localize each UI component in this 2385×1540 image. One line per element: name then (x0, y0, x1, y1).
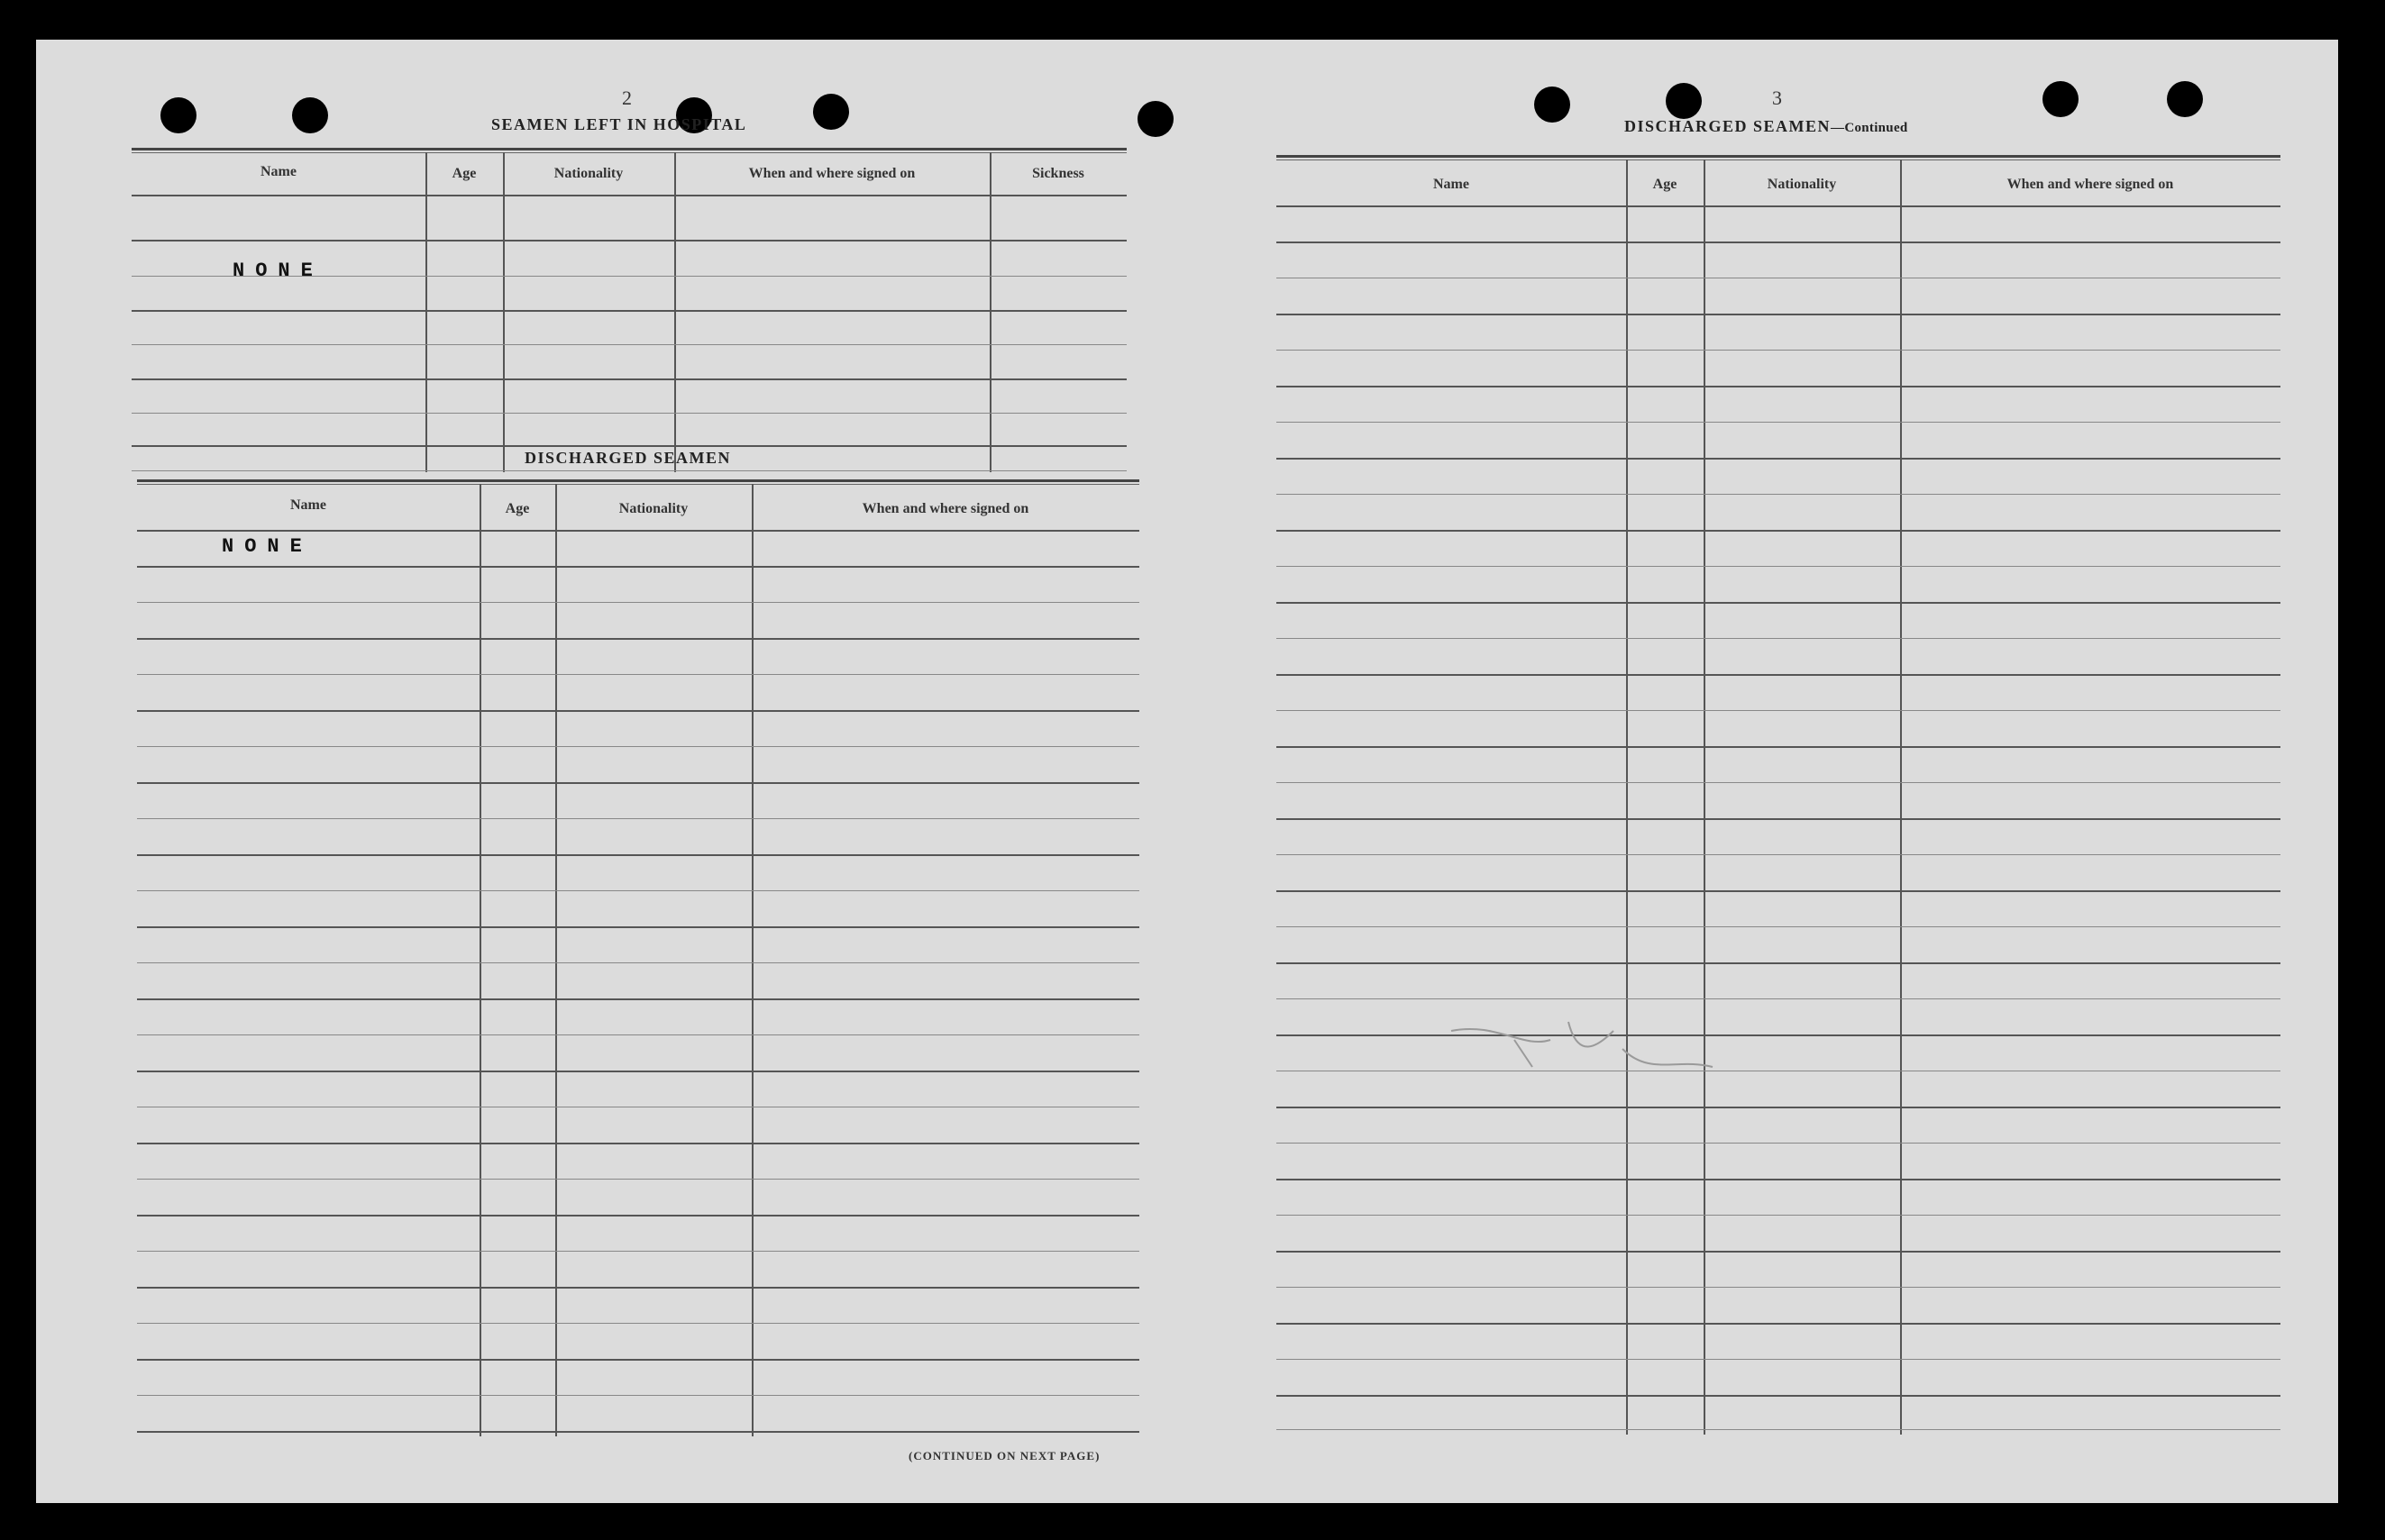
table-row-line (132, 344, 1127, 345)
table-row-line (1276, 241, 2280, 243)
table-row-line (1276, 962, 2280, 964)
table-row-line (137, 566, 1139, 568)
table-row-line (1276, 926, 2280, 927)
column-divider (1900, 159, 1902, 1435)
table-row-line (137, 1143, 1139, 1144)
discharged-table-right (1276, 155, 2280, 1435)
table-row-line (1276, 566, 2280, 567)
punch-hole (813, 94, 849, 130)
column-header-signed-on: When and where signed on (748, 166, 916, 181)
table-row-line (1276, 998, 2280, 999)
table-row-line (137, 818, 1139, 819)
column-header-nationality: Nationality (553, 166, 624, 181)
table-row-line (137, 1395, 1139, 1396)
table-row-line (137, 1071, 1139, 1072)
column-header-signed-on: When and where signed on (2006, 177, 2174, 192)
table-row-line (1276, 818, 2280, 820)
header-divider (137, 530, 1139, 532)
column-divider (503, 152, 505, 472)
column-divider (674, 152, 676, 472)
table-row-line (1276, 602, 2280, 604)
table-row-line (1276, 638, 2280, 639)
table-row-line (1276, 746, 2280, 748)
table-row-line (137, 1359, 1139, 1361)
table-row-line (137, 962, 1139, 963)
table-row-line (1276, 1359, 2280, 1360)
punch-hole (292, 97, 328, 133)
table-top-rule (1276, 159, 2280, 160)
table-row-line (1276, 854, 2280, 855)
table-row-line (137, 1215, 1139, 1217)
table-row-line (1276, 1395, 2280, 1397)
column-header-age: Age (1652, 177, 1677, 192)
table-row-line (137, 926, 1139, 928)
punch-hole (1138, 101, 1174, 137)
column-divider (1626, 159, 1628, 1435)
table-top-rule (132, 148, 1127, 150)
table-row-line (1276, 710, 2280, 711)
table-row-line (1276, 782, 2280, 783)
column-divider (555, 484, 557, 1436)
table-row-line (132, 240, 1127, 241)
table-row-line (137, 1287, 1139, 1289)
table-row-line (137, 782, 1139, 784)
header-divider (132, 195, 1127, 196)
table-top-rule (137, 484, 1139, 485)
table-row-line (137, 1034, 1139, 1035)
table-row-line (132, 413, 1127, 414)
discharged-section-title: DISCHARGED SEAMEN (525, 449, 732, 467)
column-header-nationality: Nationality (618, 501, 689, 516)
table-row-line (137, 1251, 1139, 1252)
hospital-table (132, 148, 1127, 472)
table-row-line (1276, 1323, 2280, 1325)
column-header-name: Name (290, 497, 326, 513)
table-row-line (1276, 494, 2280, 495)
table-row-line (137, 998, 1139, 1000)
table-row-line (137, 1323, 1139, 1324)
table-row-line (132, 445, 1127, 447)
table-row-line (1276, 530, 2280, 532)
punch-hole (2042, 81, 2079, 117)
column-divider (480, 484, 481, 1436)
table-top-rule (1276, 155, 2280, 158)
hospital-entry-name: NONE (233, 260, 324, 282)
table-top-rule (132, 152, 1127, 153)
page-number-right: 3 (1772, 87, 1782, 109)
table-row-line (1276, 386, 2280, 387)
table-top-rule (137, 479, 1139, 482)
continued-footer: (CONTINUED ON NEXT PAGE) (909, 1449, 1101, 1463)
table-row-line (1276, 1107, 2280, 1108)
discharged-continued-title-text: DISCHARGED SEAMEN (1624, 117, 1832, 135)
table-row-line (1276, 1179, 2280, 1180)
header-divider (1276, 205, 2280, 207)
table-row-line (137, 1431, 1139, 1433)
column-header-name: Name (1433, 177, 1469, 192)
table-row-line (137, 674, 1139, 675)
table-row-line (137, 890, 1139, 891)
table-row-line (137, 746, 1139, 747)
table-row-line (1276, 422, 2280, 423)
column-header-sickness: Sickness (1032, 166, 1084, 181)
column-header-nationality: Nationality (1767, 177, 1837, 192)
column-header-name: Name (260, 164, 297, 179)
table-row-line (132, 378, 1127, 380)
table-row-line (1276, 674, 2280, 676)
punch-hole (1534, 87, 1570, 123)
table-row-line (137, 710, 1139, 712)
table-row-line (1276, 350, 2280, 351)
table-row-line (137, 854, 1139, 856)
pencil-mark (1442, 995, 1731, 1103)
discharged-table-left (137, 479, 1139, 1436)
hospital-section-title: SEAMEN LEFT IN HOSPITAL (491, 115, 747, 133)
table-row-line (1276, 1143, 2280, 1144)
column-divider (990, 152, 991, 472)
table-row-line (1276, 1034, 2280, 1036)
discharged-entry-name: NONE (222, 535, 313, 558)
document-sheet (36, 40, 2338, 1503)
table-row-line (1276, 1215, 2280, 1216)
table-row-line (137, 638, 1139, 640)
table-row-line (1276, 890, 2280, 892)
table-row-line (1276, 458, 2280, 460)
punch-hole (160, 97, 196, 133)
discharged-continued-title (1624, 117, 1908, 136)
continued-suffix: —Continued (1831, 121, 1908, 135)
table-row-line (1276, 1287, 2280, 1288)
column-header-signed-on: When and where signed on (862, 501, 1029, 516)
column-header-age: Age (452, 166, 477, 181)
table-row-line (1276, 1251, 2280, 1253)
column-divider (425, 152, 427, 472)
table-row-line (137, 1179, 1139, 1180)
column-divider (1704, 159, 1705, 1435)
column-header-age: Age (505, 501, 530, 516)
punch-hole (1666, 83, 1702, 119)
table-row-line (1276, 1429, 2280, 1430)
table-row-line (132, 310, 1127, 312)
table-row-line (137, 602, 1139, 603)
punch-hole (2167, 81, 2203, 117)
column-divider (752, 484, 754, 1436)
table-row-line (1276, 314, 2280, 315)
table-row-line (132, 470, 1127, 471)
page-number-left: 2 (622, 87, 632, 109)
